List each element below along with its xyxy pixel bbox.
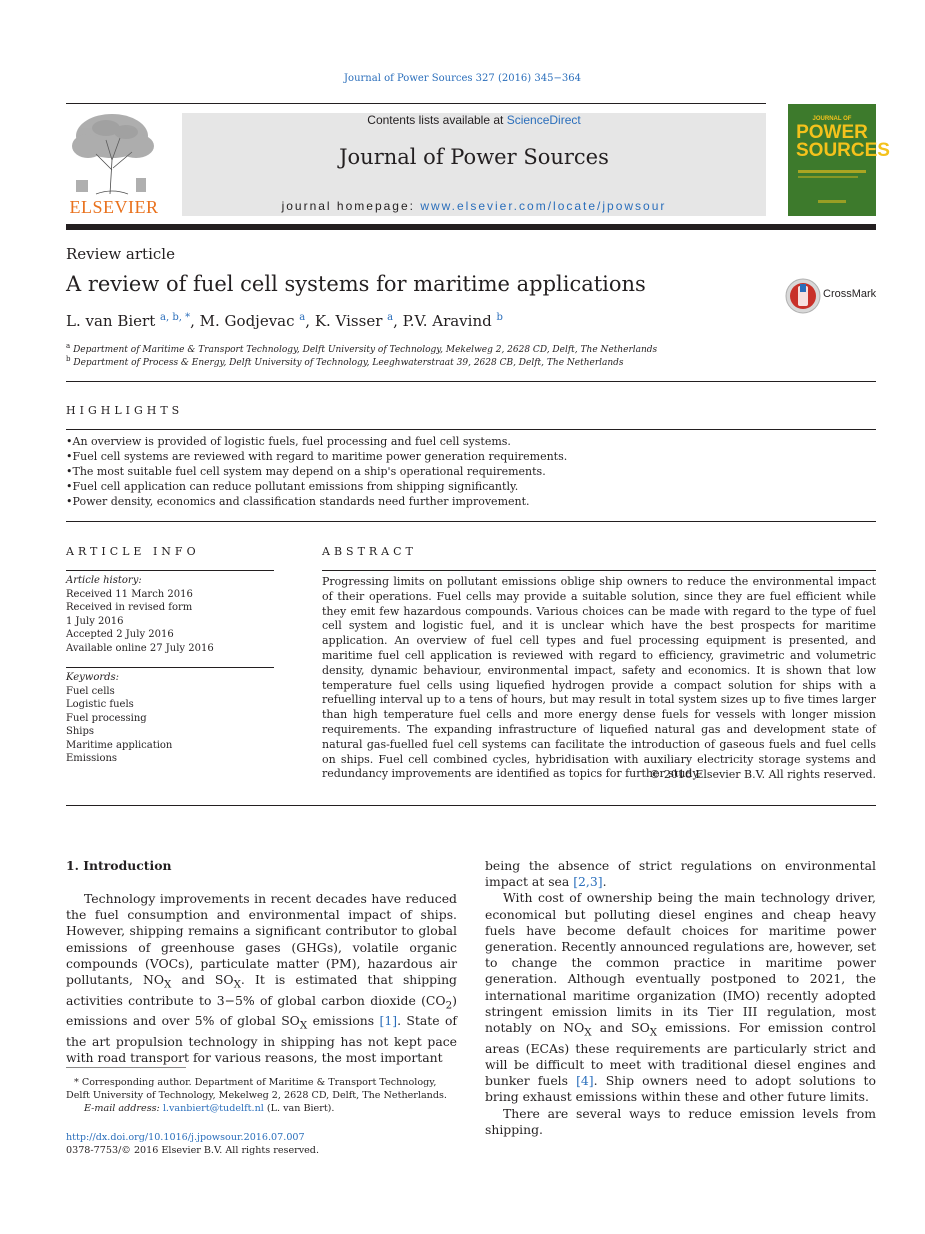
footnote-mark: * [74, 1077, 79, 1088]
history-item: Received in revised form [66, 602, 193, 614]
keywords-list [66, 685, 172, 765]
cover-decor [798, 170, 866, 173]
abstract-rule [322, 570, 876, 571]
text-run: emissions [307, 1013, 380, 1029]
divider-rule [66, 805, 876, 806]
affiliation-text: Department of Process & Energy, Delft University of Technology, Leeghwaterstraat 39, 2628 CB, Delft, The Netherlands [73, 358, 624, 368]
text-run: ) emissions and over 5% of global SO [66, 992, 457, 1029]
tree-logo-icon [66, 110, 162, 196]
cover-title-line1: POWER [796, 122, 868, 143]
keyword-item[interactable]: Emissions [66, 753, 118, 765]
subscript: X [233, 978, 241, 991]
author-affiliation-mark[interactable]: a, b, * [160, 312, 191, 323]
header-thick-rule [66, 224, 876, 230]
affiliation-a [66, 342, 657, 355]
highlights-list [66, 434, 567, 509]
footnote-text-line [66, 1076, 457, 1102]
history-item: Available online 27 July 2016 [66, 642, 214, 654]
cover-small-text: JOURNAL OF [812, 116, 852, 122]
crossmark-label: CrossMark [823, 288, 877, 300]
highlight-item: • Fuel cell systems are reviewed with regard to maritime power generation requirements. [66, 449, 567, 464]
history-item: 1 July 2016 [66, 615, 124, 627]
history-item: Accepted 2 July 2016 [66, 629, 174, 641]
author-separator: , [305, 312, 315, 330]
history-list [66, 588, 214, 655]
homepage-link[interactable]: www.elsevier.com/locate/jpowsour [420, 199, 667, 213]
author-affiliation-mark[interactable]: a [387, 312, 394, 323]
footnote-email-line [66, 1102, 457, 1115]
article-type: Review article [66, 245, 175, 263]
elsevier-wordmark: ELSEVIER [69, 197, 159, 217]
highlights-heading: HIGHLIGHTS [66, 404, 184, 417]
citation-link[interactable]: [4] [576, 1073, 594, 1089]
text-run: being the absence of strict regulations on environmental impact at sea [485, 858, 876, 890]
history-label: Article history: [66, 575, 142, 586]
footnote-rule [66, 1067, 186, 1068]
citation-link[interactable]: [2,3] [573, 874, 603, 890]
header-top-rule [66, 103, 766, 104]
body-left-column [66, 891, 457, 1066]
article-info-heading: ARTICLE INFO [66, 545, 200, 558]
subscript: 2 [445, 999, 453, 1012]
author-separator: , [190, 312, 200, 330]
cover-title [796, 122, 890, 161]
affiliation-mark: a [66, 342, 71, 350]
contents-prefix: Contents lists available at [367, 113, 507, 127]
contents-line [182, 113, 766, 127]
text-run: . It is estimated that shipping activities contribute to 3−5% of global carbon dioxide (CO [66, 972, 457, 1008]
body-paragraph [66, 891, 457, 1066]
affiliation-text: Department of Maritime & Transport Technology, Delft University of Technology, Mekelweg 2, 2628 CD, Delft, The Netherlands [73, 345, 658, 355]
body-paragraph [485, 890, 876, 1105]
abstract-copyright: © 2016 Elsevier B.V. All rights reserved. [649, 768, 876, 781]
history-item: Received 11 March 2016 [66, 589, 193, 600]
author-name[interactable]: K. Visser [314, 312, 383, 330]
text-run: . [602, 874, 607, 890]
issn-line: 0378-7753/© 2016 Elsevier B.V. All rights reserved. [66, 1145, 319, 1156]
author-affiliation-mark[interactable]: a [299, 312, 306, 323]
author-separator: , [393, 312, 403, 330]
keyword-item[interactable]: Maritime application [66, 739, 173, 751]
body-right-column [485, 858, 876, 1138]
text-run: There are several ways to reduce emission levels from shipping. [485, 1105, 876, 1137]
subscript: X [299, 1019, 308, 1032]
text-run: With cost of ownership being the main technology driver, economical but polluting diesel engines and cheap heavy fuels have become default choices for maritime power generation. Recently announced regulations are, however, set to change the common practice in maritime power generation. Although eventually postponed to 2021, the international maritime organization (IMO) recently adopted stringent emission limits in its Tier III regulation, most notably on NO [485, 890, 876, 1036]
doi-block [66, 1131, 319, 1157]
affiliation-mark: b [66, 355, 71, 363]
divider-rule [66, 521, 876, 522]
body-paragraph [485, 1106, 876, 1138]
crossmark-button[interactable] [785, 278, 880, 314]
highlight-item: • An overview is provided of logistic fuels, fuel processing and fuel cell systems. [66, 434, 567, 449]
abstract-heading: ABSTRACT [322, 545, 417, 558]
author-affiliation-mark[interactable]: b [496, 312, 503, 323]
homepage-line [182, 199, 766, 213]
homepage-prefix: journal homepage: [281, 199, 421, 213]
article-title: A review of fuel cell systems for maritime applications [66, 272, 646, 296]
body-paragraph [485, 858, 876, 890]
cover-decor [818, 200, 846, 203]
cover-title-line2: SOURCES [796, 140, 890, 161]
sciencedirect-link[interactable]: ScienceDirect [506, 113, 581, 127]
text-run: emissions. For emission control areas (ECAs) these requirements are particularly strict and will be difficult to meet with traditional diesel engines and bunker fuels [485, 1020, 876, 1089]
doi-link[interactable]: http://dx.doi.org/10.1016/j.jpowsour.2016.07.007 [66, 1132, 305, 1143]
subscript: X [649, 1026, 658, 1039]
highlight-item: • Power density, economics and classification standards need further improvement. [66, 494, 567, 509]
highlight-item: • Fuel cell application can reduce pollutant emissions from shipping significantly. [66, 479, 567, 494]
highlight-item: • The most suitable fuel cell system may depend on a ship's operational requirements. [66, 464, 567, 479]
journal-citation-link[interactable]: Journal of Power Sources 327 (2016) 345−364 [344, 73, 581, 84]
journal-cover-image[interactable] [788, 104, 890, 216]
affiliation-b [66, 355, 624, 368]
subscript: X [164, 978, 172, 991]
cover-decor [798, 176, 858, 178]
article-info-rule [66, 570, 274, 571]
elsevier-logo[interactable] [66, 110, 162, 218]
journal-header-box [182, 113, 766, 216]
keyword-item[interactable]: Ships [66, 726, 95, 738]
text-run: . Ship owners need to adopt solutions to bring exhaust emissions within these and other future limits. [485, 1073, 876, 1105]
journal-title: Journal of Power Sources [339, 145, 609, 169]
author-name[interactable]: P.V. Aravind [402, 312, 492, 330]
footnote [66, 1076, 457, 1115]
text-run: . State of the art propulsion technology in shipping has not kept pace with road transport for various reasons, the most important [66, 1013, 458, 1066]
keyword-item[interactable]: Fuel processing [66, 712, 147, 724]
highlights-rule [66, 429, 876, 430]
text-run: Technology improvements in recent decades have reduced the fuel consumption and environmental impact of ships. However, shipping remains a significant contributor to global emissions of greenhouse gases (GHGs), volatile organic compounds (VOCs), particulate matter (PM), hazardous air pollutants, NO [66, 891, 457, 988]
citation-link[interactable]: [1] [379, 1013, 398, 1029]
email-link[interactable]: l.vanbiert@tudelft.nl [162, 1103, 264, 1114]
email-suffix: (L. van Biert). [263, 1103, 335, 1114]
crossmark-icon [785, 278, 821, 314]
subscript: X [584, 1026, 592, 1039]
keyword-item[interactable]: Logistic fuels [66, 699, 134, 711]
keyword-item[interactable]: Fuel cells [66, 686, 115, 697]
abstract-text: Progressing limits on pollutant emissions oblige ship owners to reduce the environmental impact of their operations. Fuel cells may provide a suitable solution, since they are fuel efficient while they emit few hazardous compounds. Various choices can be made with regard to the type of fuel cell system and logistic fuel, and it is unclear which have the best prospects for maritime application. An overview of fuel cell types and fuel processing equipment is presented, and maritime fuel cell application is reviewed with regard to efficiency, gravimetric and volumetric density, dynamic behaviour, environmental impact, safety and economics. It is shown that low temperature fuel cells using liquefied hydrogen provide a compact solution for ships with a refuelling interval up to a tens of hours, but may result in total system sizes up to five times larger than high temperature fuel cells and more energy dense fuels for vessels with longer mission requirements. The expanding infrastructure of liquefied natural gas and development state of natural gas-fuelled fuel cell systems can facilitate the introduction of gaseous fuels and fuel cells on ships. Fuel cell combined cycles, hybridisation with auxiliary electricity storage systems and redundancy improvements are identified as topics for further study. [322, 575, 876, 781]
footnote-text: Corresponding author. Department of Maritime & Transport Technology, Delft University of Technology, Mekelweg 2, 2628 CD, Delft, The Netherlands. [66, 1077, 447, 1101]
author-list [66, 312, 503, 330]
email-label: E-mail address: [84, 1103, 163, 1114]
keywords-label: Keywords: [66, 672, 120, 683]
text-run: and SO [171, 972, 234, 988]
author-name[interactable]: L. van Biert [66, 312, 156, 330]
author-name[interactable]: M. Godjevac [199, 312, 295, 330]
text-run: and SO [591, 1020, 650, 1036]
section-heading: 1. Introduction [66, 858, 172, 873]
divider-rule [66, 381, 876, 382]
keywords-rule [66, 667, 274, 668]
